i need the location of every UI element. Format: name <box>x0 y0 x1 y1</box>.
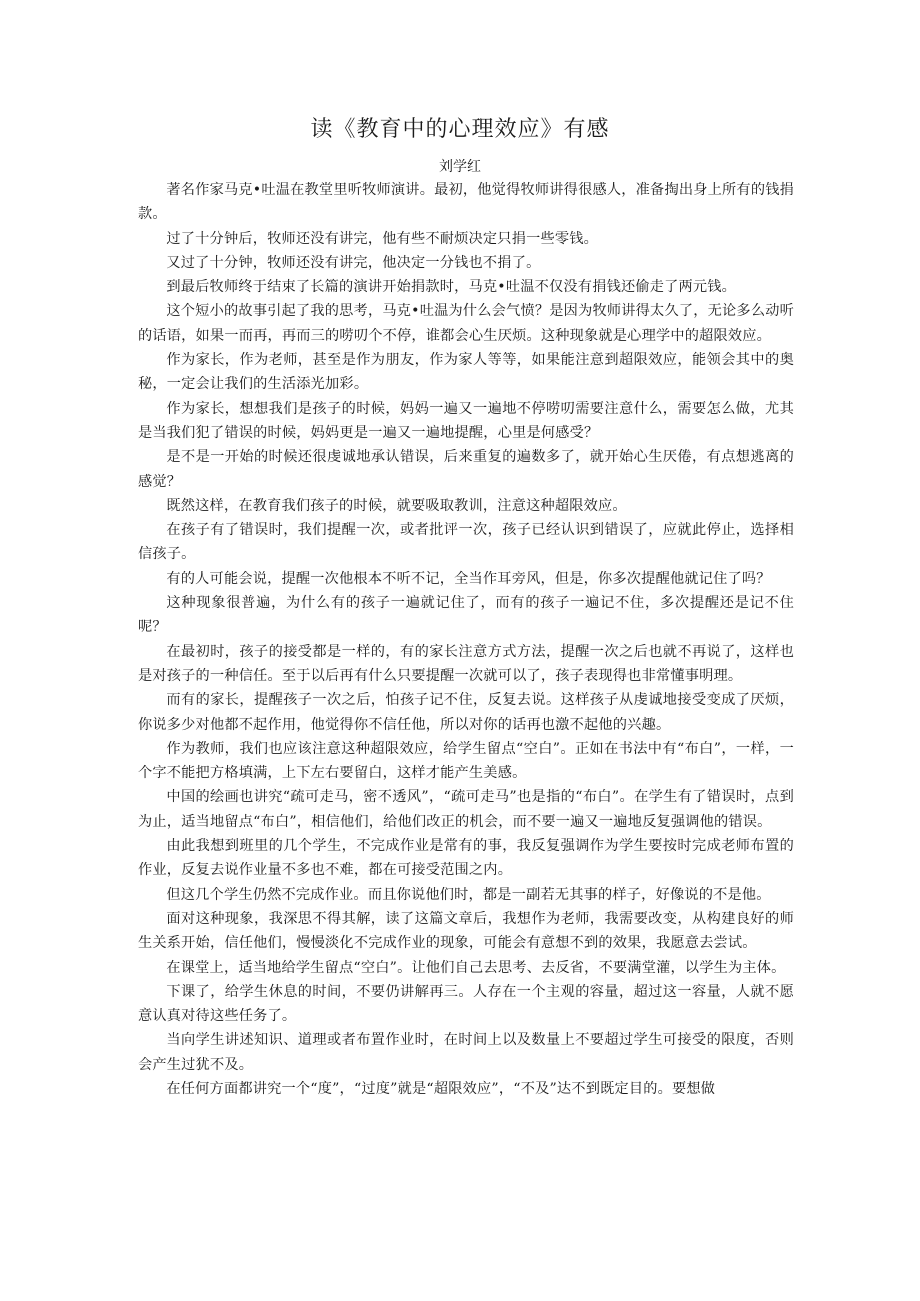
paragraph: 是不是一开始的时候还很虔诚地承认错误，后来重复的遍数多了，就开始心生厌倦，有点想逃离的感觉？ <box>138 449 794 490</box>
paragraph: 著名作家马克•吐温在教堂里听牧师演讲。最初，他觉得牧师讲得很感人，准备掏出身上所有的钱捐款。 <box>138 182 794 223</box>
paragraph: 作为家长，想想我们是孩子的时候，妈妈一遍又一遍地不停唠叨需要注意什么，需要怎么做，尤其是当我们犯了错误的时候，妈妈更是一遍又一遍地提醒，心里是何感受？ <box>138 400 794 441</box>
paragraph: 在最初时，孩子的接受都是一样的，有的家长注意方式方法，提醒一次之后也就不再说了，这样也是对孩子的一种信任。至于以后再有什么只要提醒一次就可以了，孩子表现得也非常懂事明理。 <box>138 643 794 684</box>
paragraph: 中国的绘画也讲究“疏可走马，密不透风”，“疏可走马”也是指的“布白”。在学生有了错误时，点到为止，适当地留点“布白”，相信他们，给他们改正的机会，而不要一遍又一遍地反复强调他的错误。 <box>138 789 794 830</box>
paragraph: 到最后牧师终于结束了长篇的演讲开始捐款时，马克•吐温不仅没有捐钱还偷走了两元钱。 <box>166 279 737 296</box>
paragraph: 既然这样，在教育我们孩子的时候，就要吸取教训，注意这种超限效应。 <box>166 497 627 514</box>
paragraph: 面对这种现象，我深思不得其解，读了这篇文章后，我想作为老师，我需要改变，从构建良好的师生关系开始，信任他们，慢慢淡化不完成作业的现象，可能会有意想不到的效果，我愿意去尝试。 <box>138 910 794 952</box>
paragraph: 有的人可能会说，提醒一次他根本不听不记，全当作耳旁风，但是，你多次提醒他就记住了吗？ <box>166 570 771 587</box>
paragraph: 又过了十分钟，牧师还没有讲完，他决定一分钱也不捐了。 <box>166 254 541 271</box>
paragraph: 下课了，给学生休息的时间，不要仍讲解再三。人存在一个主观的容量，超过这一容量，人就不愿意认真对待这些任务了。 <box>138 983 794 1025</box>
paragraph: 作为教师，我们也应该注意这种超限效应，给学生留点“空白”。正如在书法中有“布白”，一样，一个字不能把方格填满，上下左右要留白，这样才能产生美感。 <box>138 740 794 782</box>
paragraph: 过了十分钟后，牧师还没有讲完，他有些不耐烦决定只捐一些零钱。 <box>166 230 599 247</box>
paragraph: 在课堂上，适当地给学生留点“空白”。让他们自己去思考、去反省，不要满堂灌，以学生为主体。 <box>166 959 786 976</box>
paragraph: 而有的家长，提醒孩子一次之后，怕孩子记不住，反复去说。这样孩子从虔诚地接受变成了厌烦，你说多少对他都不起作用，他觉得你不信任他，所以对你的话再也激不起他的兴趣。 <box>138 692 794 733</box>
paragraph: 当向学生讲述知识、道理或者布置作业时，在时间上以及数量上不要超过学生可接受的限度，否则会产生过犹不及。 <box>138 1032 794 1073</box>
paragraph: 这种现象很普遍，为什么有的孩子一遍就记住了，而有的孩子一遍记不住，多次提醒还是记不住呢？ <box>138 595 794 636</box>
paragraph: 但这几个学生仍然不完成作业。而且你说他们时，都是一副若无其事的样子，好像说的不是他。 <box>166 886 771 903</box>
paragraph: 这个短小的故事引起了我的思考，马克•吐温为什么会气愤？是因为牧师讲得太久了，无论多么动听的话语，如果一而再，再而三的唠叨个不停，谁都会心生厌烦。这种现象就是心理学中的超限效应。 <box>138 303 794 344</box>
paragraph: 在任何方面都讲究一个“度”，“过度”就是“超限效应”，“不及”达不到既定目的。要想做 <box>166 1080 716 1097</box>
document-body <box>138 178 794 1101</box>
paragraph: 由此我想到班里的几个学生，不完成作业是常有的事，我反复强调作为学生要按时完成老师布置的作业，反复去说作业量不多也不难，都在可接受范围之内。 <box>138 838 794 879</box>
document-title: 读《教育中的心理效应》有感 <box>310 117 610 142</box>
document-author: 刘学红 <box>439 159 481 175</box>
paragraph: 在孩子有了错误时，我们提醒一次，或者批评一次，孩子已经认识到错误了，应就此停止，选择相信孩子。 <box>138 522 794 563</box>
paragraph: 作为家长，作为老师，甚至是作为朋友，作为家人等等，如果能注意到超限效应，能领会其中的奥秘，一定会让我们的生活添光加彩。 <box>138 352 794 393</box>
